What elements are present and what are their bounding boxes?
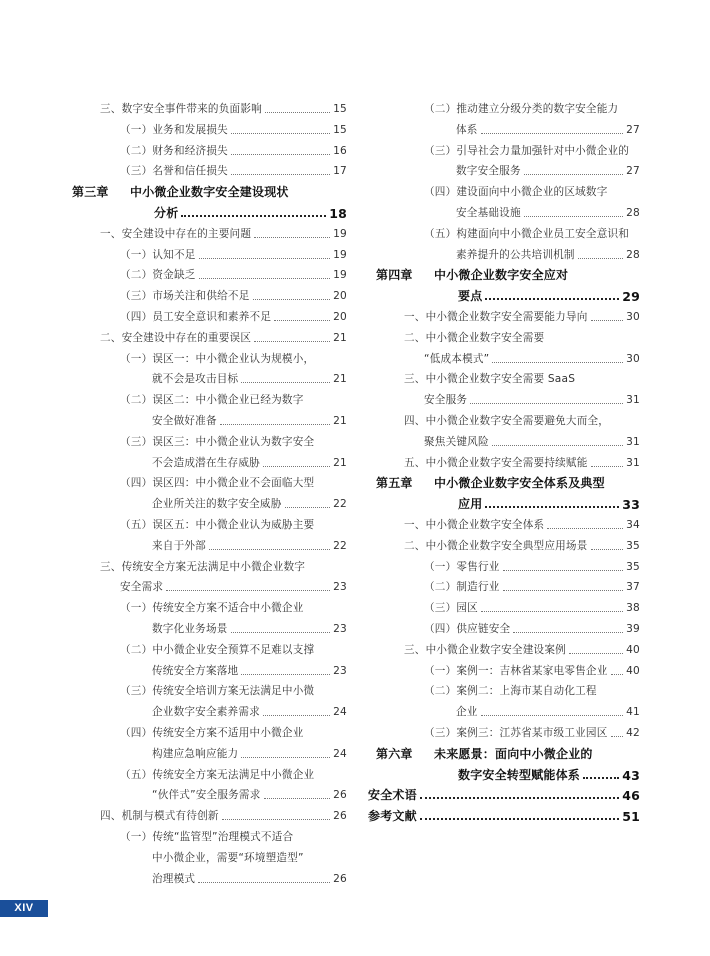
toc-entry — [64, 699, 347, 719]
toc-entry-page: 26 — [333, 789, 347, 802]
toc-entry — [368, 221, 640, 241]
toc-entry-title: 一、中小微企业数字安全需要能力导向 — [404, 311, 588, 323]
dot-leader — [485, 298, 619, 300]
dot-leader — [222, 819, 330, 820]
toc-entry-title: 来自于外部 — [152, 539, 206, 552]
dot-leader — [231, 133, 330, 134]
toc-entry-title: （三）市场关注和供给不足 — [120, 290, 250, 303]
toc-entry-page: 41 — [626, 706, 640, 719]
toc-entry-title: 分析 — [154, 206, 179, 220]
toc-entry — [368, 491, 640, 511]
dot-leader — [492, 362, 623, 363]
toc-entry-page: 21 — [333, 331, 347, 344]
toc-entry-page: 17 — [333, 165, 347, 178]
dot-leader — [263, 466, 330, 467]
toc-entry-page: 30 — [626, 352, 640, 365]
toc-entry-page: 20 — [333, 290, 347, 303]
dot-leader — [481, 715, 624, 716]
toc-entry-title: 四、中小微企业数字安全需要避免大而全， — [404, 415, 610, 427]
toc-entry-page: 15 — [333, 103, 347, 115]
dot-leader — [591, 466, 624, 467]
toc-entry-page: 35 — [626, 560, 640, 573]
toc-entry — [64, 678, 347, 698]
toc-entry-page: 22 — [333, 539, 347, 552]
toc-entry — [64, 387, 347, 407]
toc-entry-page: 23 — [333, 623, 347, 635]
toc-entry — [64, 824, 347, 844]
toc-entry-title: （三）引导社会力量加强针对中小微企业的 — [424, 144, 630, 157]
toc-entry-title: 二、安全建设中存在的重要误区 — [100, 331, 252, 344]
toc-entry-title: （五）构建面向中小微企业员工安全意识和 — [424, 227, 630, 240]
dot-leader — [241, 382, 330, 383]
dot-leader — [481, 611, 623, 612]
toc-entry-title: 企业 — [456, 706, 478, 719]
chapter-number: 第三章 — [72, 185, 109, 200]
toc-entry-title: 应用 — [458, 497, 483, 512]
toc-entry-title: 三、中小微企业数字安全需要 SaaS — [404, 373, 576, 386]
toc-entry — [64, 658, 347, 678]
toc-entry — [64, 325, 347, 345]
toc-entry-page: 23 — [333, 664, 347, 677]
dot-leader — [524, 174, 623, 175]
toc-entry-title: 聚焦关键风险 — [424, 435, 489, 448]
toc-entry — [64, 762, 347, 782]
toc-entry-page: 42 — [626, 727, 640, 739]
toc-entry — [64, 866, 347, 886]
toc-entry-title: 中小微企业数字安全体系及典型 — [434, 476, 605, 491]
toc-entry-page: 18 — [329, 206, 347, 221]
toc-entry-title: 中小微企业，需要“环境塑造型” — [152, 851, 304, 864]
toc-entry — [64, 491, 347, 511]
dot-leader — [231, 632, 331, 633]
toc-entry-title: （四）供应链安全 — [424, 623, 511, 635]
toc-entry — [64, 96, 347, 116]
dot-leader — [231, 174, 330, 175]
toc-entry-title: 中小微企业数字安全应对 — [434, 268, 569, 283]
toc-entry-title: （二）误区二：中小微企业已经为数字 — [120, 394, 304, 407]
toc-entry — [368, 678, 640, 698]
toc-entry-title: （一）传统安全方案不适合中小微企业 — [120, 602, 304, 615]
toc-entry — [368, 283, 640, 303]
dot-leader — [611, 674, 624, 675]
toc-entry — [64, 595, 347, 615]
toc-entry-page: 21 — [333, 415, 347, 427]
toc-entry-page: 37 — [626, 581, 640, 594]
toc-entry-title: 一、安全建设中存在的主要问题 — [100, 227, 252, 240]
toc-entry-page: 31 — [626, 394, 640, 407]
toc-entry — [64, 304, 347, 324]
toc-entry-title: 企业数字安全素养需求 — [152, 706, 260, 719]
dot-leader — [591, 549, 624, 550]
toc-entry — [64, 221, 347, 241]
toc-entry — [368, 408, 640, 428]
toc-entry-title: （三）名誉和信任损失 — [120, 165, 228, 178]
dot-leader — [503, 570, 624, 571]
toc-entry — [64, 616, 347, 636]
dot-leader — [263, 715, 330, 716]
toc-entry-title: （三）传统安全培训方案无法满足中小微 — [120, 685, 315, 698]
toc-entry-page: 27 — [626, 165, 640, 178]
toc-entry-title: 数字安全服务 — [456, 165, 521, 178]
toc-entry — [64, 450, 347, 470]
toc-entry-page: 30 — [626, 311, 640, 323]
dot-leader — [481, 133, 624, 134]
toc-entry — [368, 803, 640, 823]
toc-entry-title: 就不会是攻击目标 — [152, 373, 239, 386]
dot-leader — [513, 632, 623, 633]
dot-leader — [485, 506, 619, 508]
toc-entry-title: （二）案例二：上海市某自动化工程 — [424, 685, 597, 698]
toc-entry — [64, 741, 347, 761]
toc-entry-page: 19 — [333, 269, 347, 282]
toc-entry — [64, 138, 347, 158]
dot-leader — [198, 882, 330, 883]
toc-entry-title: 三、传统安全方案无法满足中小微企业数字 — [100, 560, 306, 573]
dot-leader — [583, 777, 619, 779]
dot-leader — [285, 507, 331, 508]
toc-entry-title: 素养提升的公共培训机制 — [456, 248, 575, 261]
dot-leader — [591, 320, 624, 321]
toc-entry-title: 数字化业务场景 — [152, 623, 228, 635]
toc-entry — [64, 366, 347, 386]
toc-entry-title: 构建应急响应能力 — [152, 747, 239, 760]
toc-entry-title: 治理模式 — [152, 872, 196, 885]
dot-leader — [569, 653, 623, 654]
toc-entry — [368, 179, 640, 199]
toc-entry — [368, 158, 640, 178]
toc-entry — [368, 429, 640, 449]
toc-entry — [368, 782, 640, 802]
toc-entry — [64, 637, 347, 657]
toc-entry-page: 16 — [333, 144, 347, 157]
toc-entry — [64, 554, 347, 574]
toc-entry — [64, 262, 347, 282]
toc-entry-title: 数字安全转型赋能体系 — [458, 767, 581, 782]
toc-entry-title: （一）传统“监管型”治理模式不适合 — [120, 831, 294, 843]
toc-entry — [368, 325, 640, 345]
toc-entry — [64, 179, 347, 199]
toc-entry — [64, 803, 347, 823]
toc-entry — [64, 533, 347, 553]
toc-entry-title: 未来愿景：面向中小微企业的 — [434, 746, 593, 761]
dot-leader — [220, 424, 330, 425]
toc-entry — [64, 574, 347, 594]
toc-entry-title: （四）传统安全方案不适用中小微企业 — [120, 727, 304, 739]
toc-entry-page: 46 — [622, 788, 640, 804]
toc-entry-title: （二）资金缺乏 — [120, 269, 196, 282]
toc-entry — [368, 554, 640, 574]
toc-entry-title: （二）推动建立分级分类的数字安全能力 — [424, 103, 619, 115]
toc-entry — [64, 408, 347, 428]
toc-entry-page: 40 — [626, 664, 640, 677]
dot-leader — [470, 403, 623, 404]
toc-entry — [64, 158, 347, 178]
toc-entry — [64, 283, 347, 303]
toc-entry — [368, 762, 640, 782]
toc-entry-title: （一）零售行业 — [424, 560, 500, 573]
dot-leader — [264, 798, 331, 799]
toc-entry-title: （三）误区三：中小微企业认为数字安全 — [120, 435, 315, 448]
toc-entry-title: 二、中小微企业数字安全需要 — [404, 331, 545, 344]
toc-entry — [368, 512, 640, 532]
page-number: XIV — [0, 900, 48, 917]
dot-leader — [241, 674, 330, 675]
toc-entry-title: （三）案例三：江苏省某市级工业园区 — [424, 727, 608, 739]
toc-entry — [64, 782, 347, 802]
dot-leader — [503, 590, 624, 591]
dot-leader — [181, 215, 326, 217]
dot-leader — [231, 154, 330, 155]
toc-entry-page: 21 — [333, 456, 347, 469]
toc-entry-title: 安全术语 — [368, 788, 417, 803]
toc-entry — [368, 304, 640, 324]
toc-entry-title: 不会造成潜在生存威胁 — [152, 456, 260, 469]
toc-entry-title: （四）误区四：中小微企业不会面临大型 — [120, 477, 315, 490]
toc-entry-title: （二）财务和经济损失 — [120, 144, 228, 157]
dot-leader — [578, 258, 623, 259]
toc-entry — [368, 117, 640, 137]
toc-entry-page: 38 — [626, 602, 640, 615]
toc-entry-title: （二）制造行业 — [424, 581, 500, 594]
toc-entry — [368, 658, 640, 678]
toc-entry-page: 33 — [622, 497, 640, 513]
toc-entry-title: “低成本模式” — [424, 352, 490, 365]
toc-entry — [368, 470, 640, 490]
toc-entry — [368, 262, 640, 282]
toc-entry — [368, 741, 640, 761]
toc-entry — [368, 616, 640, 636]
toc-entry-title: 一、中小微企业数字安全体系 — [404, 519, 545, 531]
toc-entry-title: 四、机制与模式有待创新 — [100, 810, 219, 823]
toc-entry-title: 参考文献 — [368, 809, 417, 824]
toc-entry-page: 21 — [333, 373, 347, 386]
toc-entry — [368, 346, 640, 366]
toc-entry — [64, 242, 347, 262]
toc-entry — [368, 138, 640, 158]
toc-entry — [368, 242, 640, 262]
toc-entry-page: 27 — [626, 123, 640, 136]
toc-entry — [368, 699, 640, 719]
toc-entry-title: 安全需求 — [120, 581, 164, 594]
toc-entry — [368, 595, 640, 615]
dot-leader — [524, 216, 623, 217]
toc-entry-page: 22 — [333, 498, 347, 511]
toc-entry-page: 40 — [626, 643, 640, 656]
toc-entry-title: （一）认知不足 — [120, 248, 196, 261]
toc-entry-title: 体系 — [456, 123, 478, 136]
dot-leader — [420, 797, 619, 799]
toc-entry-title: 要点 — [458, 289, 483, 304]
toc-entry-page: 19 — [333, 227, 347, 240]
toc-entry-page: 43 — [622, 767, 640, 783]
chapter-number: 第五章 — [376, 476, 413, 491]
toc-entry — [368, 533, 640, 553]
toc-entry-page: 29 — [622, 289, 640, 305]
toc-entry — [368, 720, 640, 740]
toc-entry-title: （一）案例一：吉林省某家电零售企业 — [424, 664, 608, 677]
toc-entry — [64, 200, 347, 220]
toc-entry-page: 15 — [333, 123, 347, 136]
toc-entry — [368, 96, 640, 116]
toc-entry — [64, 346, 347, 366]
dot-leader — [166, 590, 330, 591]
toc-entry — [64, 845, 347, 865]
toc-entry-page: 28 — [626, 248, 640, 261]
toc-entry-title: 五、中小微企业数字安全需要持续赋能 — [404, 456, 588, 469]
dot-leader — [611, 736, 624, 737]
toc-entry — [368, 200, 640, 220]
toc-entry-title: （一）误区一：中小微企业认为规模小， — [120, 352, 315, 365]
toc-entry-page: 31 — [626, 435, 640, 448]
toc-entry — [64, 429, 347, 449]
toc-entry-title: 传统安全方案落地 — [152, 664, 239, 677]
toc-entry-page: 24 — [333, 747, 347, 760]
toc-entry-title: （三）园区 — [424, 602, 478, 615]
toc-entry-page: 20 — [333, 311, 347, 323]
dot-leader — [209, 549, 330, 550]
dot-leader — [253, 299, 331, 300]
toc-entry-page: 34 — [626, 519, 640, 531]
dot-leader — [265, 112, 330, 113]
toc-entry-title: （二）中小微企业安全预算不足难以支撑 — [120, 643, 315, 656]
toc-entry-page: 35 — [626, 539, 640, 552]
dot-leader — [254, 341, 330, 342]
dot-leader — [199, 258, 331, 259]
toc-entry-title: 二、中小微企业数字安全典型应用场景 — [404, 539, 588, 552]
toc-entry-title: （一）业务和发展损失 — [120, 123, 228, 136]
dot-leader — [274, 320, 330, 321]
toc-entry — [64, 720, 347, 740]
toc-entry-title: “伙伴式”安全服务需求 — [152, 789, 261, 802]
chapter-number: 第六章 — [376, 746, 413, 761]
toc-entry-title: 三、数字安全事件带来的负面影响 — [100, 103, 262, 115]
dot-leader — [241, 757, 330, 758]
dot-leader — [420, 818, 619, 820]
toc-entry-title: 安全服务 — [424, 394, 468, 407]
toc-entry-title: （四）建设面向中小微企业的区域数字 — [424, 186, 608, 199]
toc-entry-title: 三、中小微企业数字安全建设案例 — [404, 643, 566, 656]
dot-leader — [254, 237, 330, 238]
toc-entry-page: 23 — [333, 581, 347, 594]
dot-leader — [492, 445, 623, 446]
toc-entry-title: （五）误区五：中小微企业认为威胁主要 — [120, 519, 315, 531]
toc-entry-page: 24 — [333, 706, 347, 719]
toc-entry-page: 28 — [626, 207, 640, 219]
toc-entry-title: 中小微企业数字安全建设现状 — [130, 185, 289, 200]
toc-entry-title: 企业所关注的数字安全威胁 — [152, 498, 282, 511]
toc-entry-title: 安全做好准备 — [152, 415, 217, 427]
toc-entry-page: 51 — [622, 809, 640, 825]
toc-entry — [368, 366, 640, 386]
toc-entry — [368, 637, 640, 657]
toc-entry — [368, 574, 640, 594]
chapter-number: 第四章 — [376, 268, 413, 283]
toc-entry-title: 安全基础设施 — [456, 207, 521, 219]
toc-entry-title: （四）员工安全意识和素养不足 — [120, 311, 272, 323]
toc-entry-page: 26 — [333, 872, 347, 885]
toc-entry — [368, 387, 640, 407]
toc-entry-title: （五）传统安全方案无法满足中小微企业 — [120, 768, 315, 781]
toc-entry — [64, 117, 347, 137]
dot-leader — [199, 278, 331, 279]
toc-entry — [64, 512, 347, 532]
toc-entry — [64, 470, 347, 490]
toc-entry — [368, 450, 640, 470]
toc-entry-page: 19 — [333, 248, 347, 261]
toc-entry-page: 26 — [333, 810, 347, 823]
dot-leader — [547, 528, 623, 529]
toc-entry-page: 39 — [626, 623, 640, 635]
toc-entry-page: 31 — [626, 456, 640, 469]
